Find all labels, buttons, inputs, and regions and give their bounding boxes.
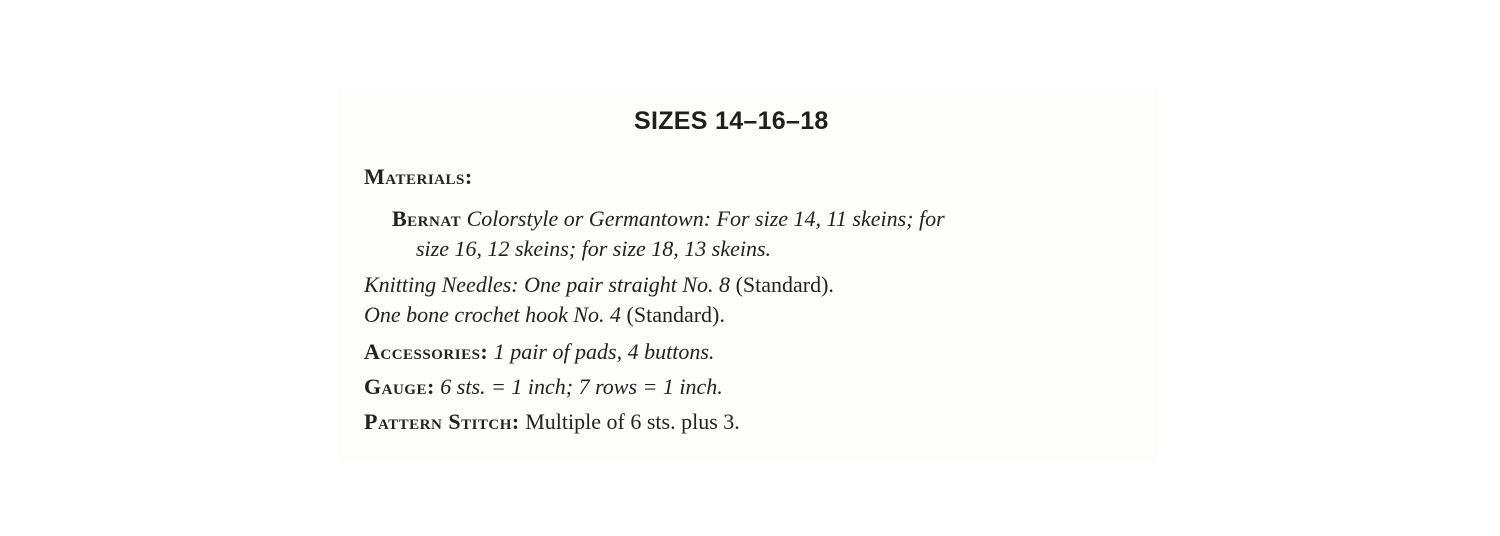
gauge-label: Gauge: <box>364 374 435 399</box>
pattern-stitch-line <box>364 409 740 435</box>
pattern-stitch-label: Pattern Stitch: <box>364 409 520 434</box>
hook-italic: One bone crochet hook No. 4 <box>364 302 627 327</box>
yarn-line-2 <box>416 236 771 262</box>
yarn-text-line1: Colorstyle or Germantown: For size 14, 11 skeins; for <box>461 206 945 231</box>
needles-roman: (Standard). <box>735 272 834 297</box>
yarn-brand: Bernat <box>392 206 462 231</box>
accessories-label: Accessories: <box>364 339 489 364</box>
materials-heading <box>364 164 473 190</box>
yarn-text-line2: size 16, 12 skeins; for size 18, 13 skeins. <box>416 236 772 261</box>
accessories-line <box>364 339 714 365</box>
page-title: SIZES 14–16–18 <box>634 107 829 135</box>
gauge-value: 6 sts. = 1 inch; 7 rows = 1 inch. <box>434 374 723 399</box>
hook-roman: (Standard). <box>626 302 725 327</box>
materials-label: Materials: <box>364 164 473 189</box>
needles-line <box>364 272 834 298</box>
pattern-stitch-value: Multiple of 6 sts. plus 3. <box>519 409 740 434</box>
hook-line <box>364 302 725 328</box>
gauge-line <box>364 374 723 400</box>
accessories-value: 1 pair of pads, 4 buttons. <box>488 339 715 364</box>
yarn-line-1 <box>392 206 945 232</box>
needles-italic: Knitting Needles: One pair straight No. 8 <box>364 272 736 297</box>
